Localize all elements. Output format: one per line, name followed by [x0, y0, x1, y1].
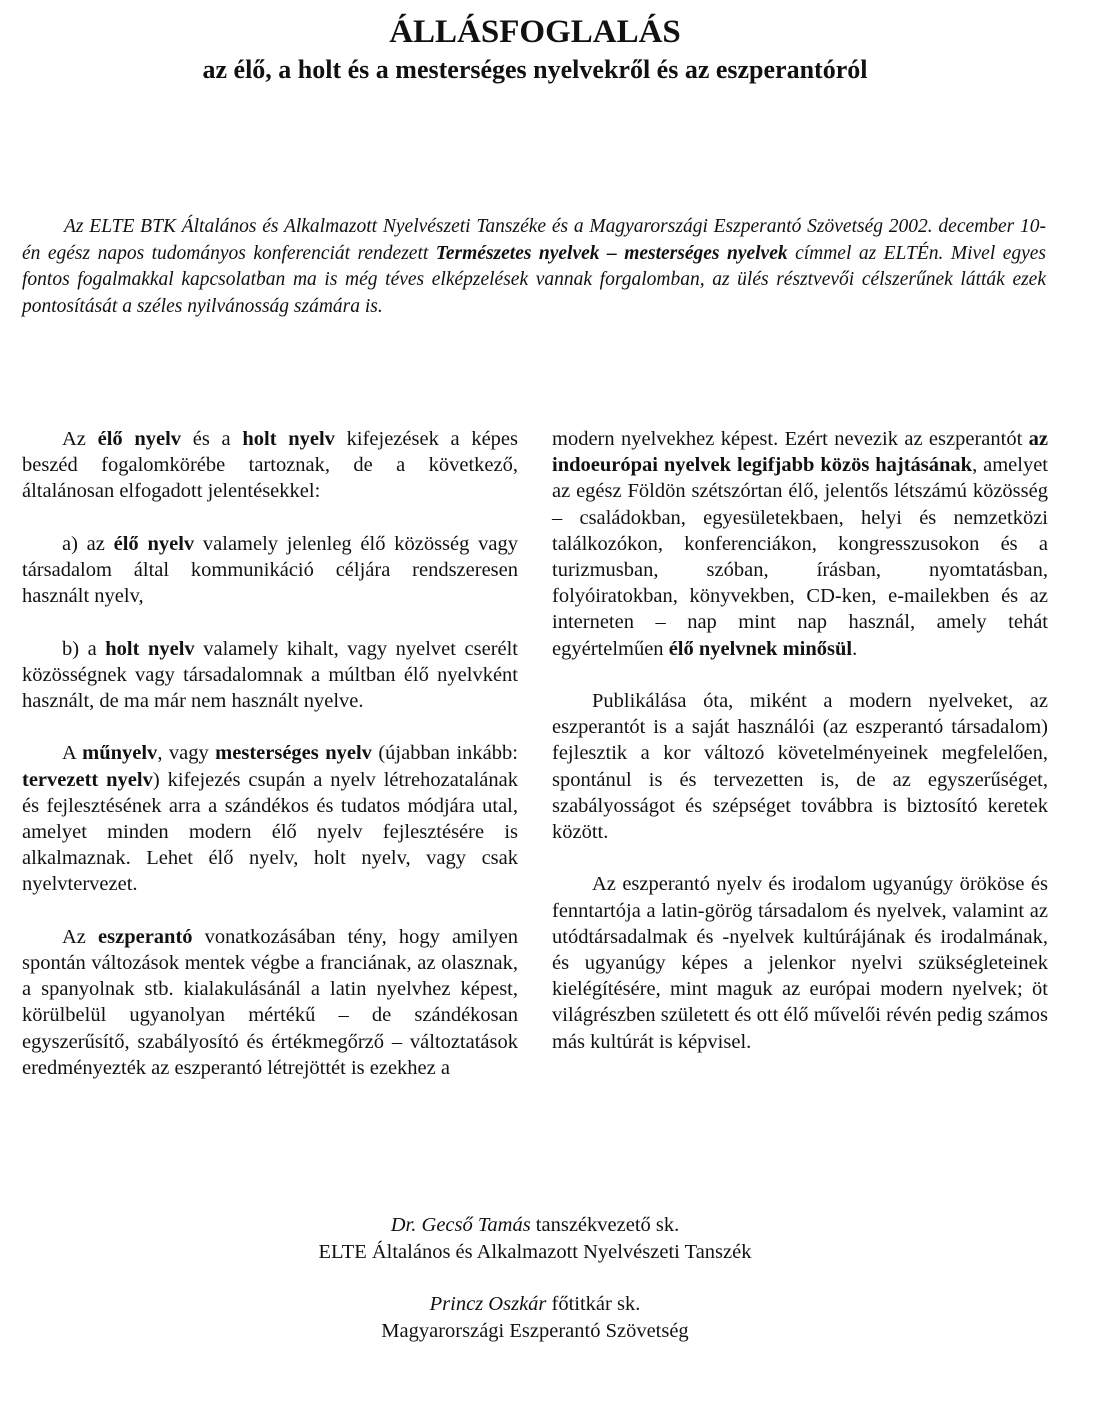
document-subtitle: az élő, a holt és a mesterséges nyelvekről és az eszperantóról: [202, 55, 868, 84]
text-run: A: [62, 742, 83, 765]
paragraph-development: Publikálása óta, miként a modern nyelveket, az eszperantót is a saját használói (az eszperantó társadalom) fejlesztik a kor változó követelményeinek megfelelően, spontánul is és tervezetten is, de az egyszerűséget, szabályosságot és szépséget továbbra is biztosító keretek között.: [552, 690, 1048, 844]
text-run: kifejezések a képes beszéd fogalomkörébe tartoznak, de a következő, általánosan elfogadott jelentésekkel:: [22, 428, 518, 503]
text-run: ) kifejezés csupán a nyelv létrehozatalának és fejlesztésének arra a szándékos és tudatos módjára utal, amelyet minden modern élő nyelv fejlesztésére is alkalmaznak. Lehet élő nyelv, holt nyelv, vagy csak nyelvtervezet.: [22, 768, 518, 896]
bold-term: mesterséges nyelv: [215, 742, 372, 765]
paragraph-esperanto: [22, 924, 518, 1081]
paragraph-definitions-intro: [22, 426, 518, 505]
paragraph-esperanto-continued: [552, 426, 1048, 662]
signatory-role: főtitkár sk.: [546, 1293, 641, 1315]
text-run: Az: [62, 925, 99, 948]
document-title: ÁLLÁSFOGLALÁS: [389, 14, 681, 50]
left-column: [22, 426, 518, 1107]
text-run: Az: [62, 428, 98, 450]
bold-term: az indoeurópai nyelvek legifjabb közös hajtásának: [552, 428, 1048, 477]
intro-text-2: címmel az ELTÉn. Mivel egyes fontos fogalmakkal kapcsolatban ma is még téves elképzelések vannak forgalomban, az ülés résztvevői célszerűnek látták ezek pontosítását a széles nyilvánosság számára is.: [22, 242, 1047, 317]
right-column: [552, 426, 1048, 1081]
text-run: vonatkozásában tény, hogy amilyen spontán változások mentek végbe a franciának, az olasznak, a spanyolnak stb. kialakulásánál a latin nyelvhez képest, körülbelül ugyanolyan mértékű – de szándékosan egyszerűsítő, szabályosító és értékmegőrző – változtatások eredményezték az eszperantó létrejöttét is ezekhez a: [22, 925, 518, 1079]
signature-line: [0, 1291, 1070, 1318]
bold-term: eszperantó: [98, 925, 193, 948]
intro-bold-conference-title: Természetes nyelvek – mesterséges nyelvek: [435, 242, 788, 264]
bold-term: holt nyelv: [105, 637, 195, 660]
text-run: valamely jelenleg élő közösség vagy társadalom által kommunikáció céljára rendszeresen használt nyelv,: [22, 532, 518, 608]
signature-block-2: [0, 1291, 1070, 1345]
signatory-organization: ELTE Általános és Alkalmazott Nyelvészeti Tanszék: [318, 1241, 752, 1263]
text-run: b) a: [62, 637, 106, 660]
text-run: valamely kihalt, vagy nyelvet cserélt közösségnek vagy társadalomnak a múltban élő nyelvként használt, de ma már nem használt nyelve.: [22, 637, 519, 712]
bold-term: műnyelv: [82, 742, 158, 765]
bold-term: tervezett nyelv: [22, 768, 153, 791]
text-run: , amelyet az egész Földön szétszórtan élő, jelentős létszámú közösség – családokban, egyesületekbaen, helyi és nemzetközi találkozókon, konferenciákon, kongresszusokon és a turizmusban, szóban, írásban, nyomtatásban, folyóiratokban, könyvekben, CD-ken, e-mailekben és az interneten – nap mint nap használ, amely tehát egyértelműen: [552, 454, 1048, 660]
paragraph-heritage: Az eszperantó nyelv és irodalom ugyanúgy örököse és fenntartója a latin-görög társadalom és nyelvek, valamint az utódtársadalmak és -nyelvek kultúrájának és irodalmának, és ugyanúgy képes a jelenkor nyelvi szükségleteinek kielégítésére, mint maguk az európai modern nyelvek; öt világrészben született és ott élő művelői révén pedig számos más kultúrát is képvisel.: [552, 873, 1048, 1053]
text-run: .: [852, 637, 858, 660]
signatory-name: Dr. Gecső Tamás: [390, 1214, 531, 1236]
paragraph-artificial-language: [22, 740, 518, 897]
bold-term: élő nyelv: [113, 532, 195, 555]
text-run: a) az: [62, 532, 114, 555]
signature-line: [0, 1212, 1070, 1239]
intro-paragraph: [22, 214, 1046, 320]
text-run: , vagy: [157, 742, 216, 765]
signature-block-1: [0, 1212, 1070, 1266]
paragraph-dead-language: [22, 636, 518, 715]
text-run: és a: [181, 428, 243, 450]
bold-term: élő nyelvnek minősül: [668, 637, 853, 660]
paragraph-living-language: [22, 531, 518, 610]
bold-term: élő nyelv: [97, 428, 182, 450]
bold-term: holt nyelv: [242, 428, 335, 450]
text-run: (újabban inkább:: [371, 742, 518, 765]
signatory-organization: Magyarországi Eszperantó Szövetség: [381, 1320, 689, 1342]
text-run: modern nyelvekhez képest. Ezért nevezik az eszperantót: [552, 428, 1029, 450]
signatory-name: Princz Oszkár: [429, 1293, 547, 1315]
intro-text-1: Az ELTE BTK Általános és Alkalmazott Nyelvészeti Tanszéke és a Magyarországi Eszperantó Szövetség 2002. december 10-én egész napos tudományos konferenciát rendezett: [22, 216, 1046, 264]
signatory-role: tanszékvezető sk.: [530, 1214, 680, 1236]
